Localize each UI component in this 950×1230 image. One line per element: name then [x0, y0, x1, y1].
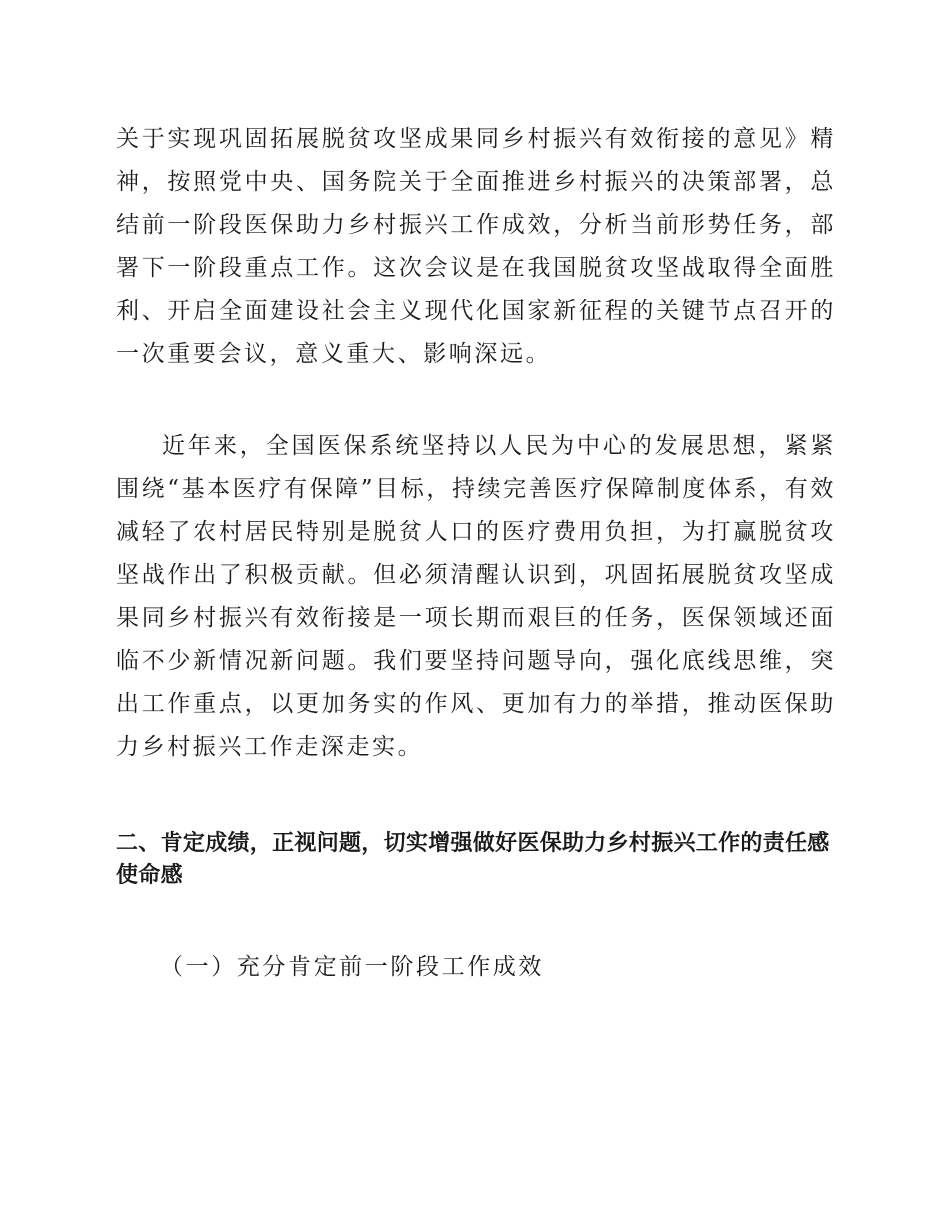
subsection-heading: （一）充分肯定前一阶段工作成效: [160, 954, 544, 980]
section-heading: 二、肯定成绩，正视问题，切实增强做好医保助力乡村振兴工作的责任感使命感: [116, 831, 830, 888]
body-paragraph-2: 近年来，全国医保系统坚持以人民为中心的发展思想，紧紧围绕“基本医疗有保障”目标，持续完善医疗保障制度体系，有效减轻了农村居民特别是脱贫人口的医疗费用负担，为打赢脱贫攻坚战作出了积极贡献。但必须清醒认识到，巩固拓展脱贫攻坚成果同乡村振兴有效衔接是一项长期而艰巨的任务，医保领域还面临不少新情况新问题。我们要坚持问题导向，强化底线思维，突出工作重点，以更加务实的作风、更加有力的举措，推动医保助力乡村振兴工作走深走实。: [116, 433, 836, 760]
body-paragraph-1: 关于实现巩固拓展脱贫攻坚成果同乡村振兴有效衔接的意见》精神，按照党中央、国务院关于全面推进乡村振兴的决策部署，总结前一阶段医保助力乡村振兴工作成效，分析当前形势任务，部署下一阶段重点工作。这次会议是在我国脱贫攻坚战取得全面胜利、开启全面建设社会主义现代化国家新征程的关键节点召开的一次重要会议，意义重大、影响深远。: [116, 126, 836, 367]
